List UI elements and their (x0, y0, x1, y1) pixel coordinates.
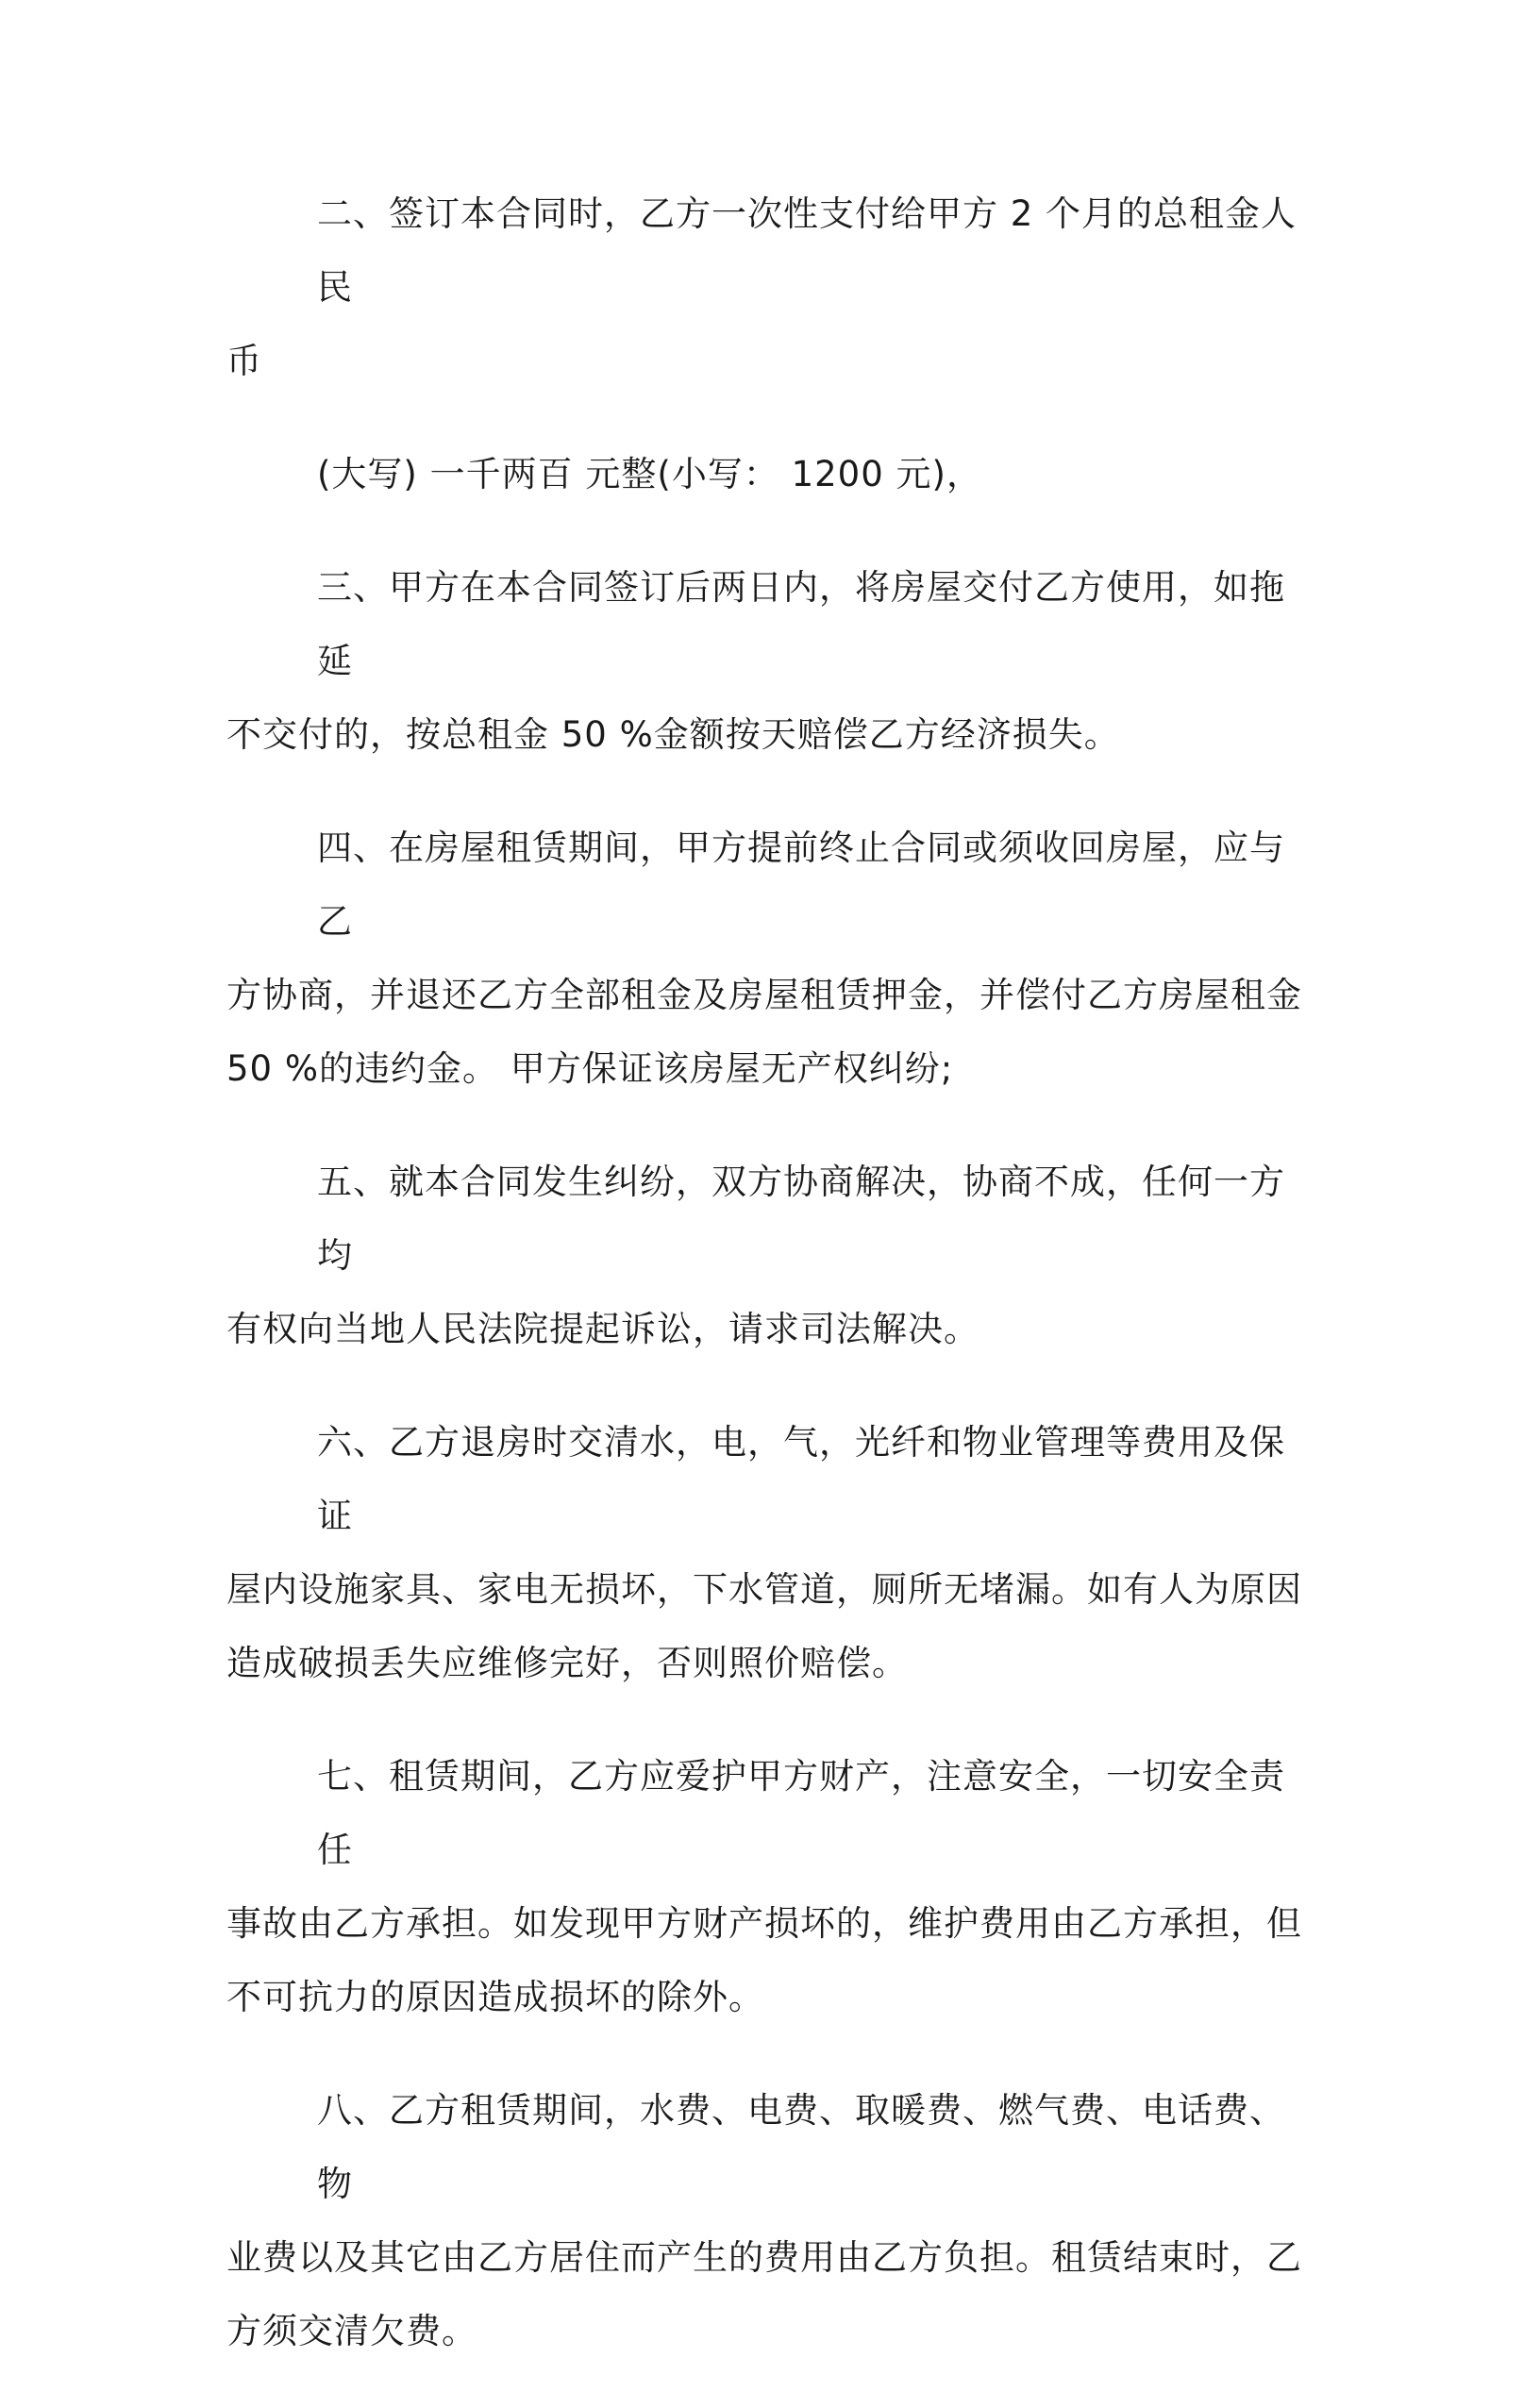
clause-7 (226, 1740, 1312, 2034)
text-line: 有权向当地人民法院提起诉讼，请求司法解决。 (226, 1309, 979, 1349)
text-line: 屋内设施家具、家电无损坏，下水管道，厕所无堵漏。如有人为原因 (226, 1569, 1302, 1610)
clause-4 (226, 811, 1312, 1106)
text-line: 造成破损丢失应维修完好，否则照价赔偿。 (226, 1643, 908, 1683)
clause-8 (226, 2074, 1312, 2368)
text-line: 事故由乙方承担。如发现甲方财产损坏的，维护费用由乙方承担，但 (226, 1903, 1302, 1944)
text-line: 业费以及其它由乙方居住而产生的费用由乙方负担。租赁结束时，乙 (226, 2237, 1302, 2278)
text-line: (大写) 一千两百 元整(小写： 1200 元)， (317, 454, 982, 494)
text-line: 三、甲方在本合同签订后两日内，将房屋交付乙方使用，如拖延 (317, 567, 1285, 681)
text-line: 五、就本合同发生纠纷，双方协商解决，协商不成，任何一方均 (317, 1162, 1285, 1276)
text-line: 六、乙方退房时交清水，电，气，光纤和物业管理等费用及保证 (317, 1422, 1285, 1536)
text-line: 七、租赁期间，乙方应爱护甲方财产，注意安全，一切安全责任 (317, 1756, 1285, 1870)
clause-6 (226, 1406, 1312, 1700)
text-line: 50 %的违约金。 甲方保证该房屋无产权纠纷; (226, 1048, 954, 1089)
text-line: 不交付的，按总租金 50 %金额按天赔偿乙方经济损失。 (226, 714, 1120, 755)
text-line: 方须交清欠费。 (226, 2311, 477, 2351)
text-line: 四、在房屋租赁期间，甲方提前终止合同或须收回房屋，应与乙 (317, 828, 1285, 942)
document-body (226, 177, 1312, 2408)
text-line: 方协商，并退还乙方全部租金及房屋租赁押金，并偿付乙方房屋租金 (226, 975, 1302, 1015)
clause-2 (226, 177, 1312, 398)
text-line: 八、乙方租赁期间，水费、电费、取暖费、燃气费、电话费、物 (317, 2090, 1285, 2204)
clause-3 (226, 551, 1312, 772)
clause-5 (226, 1145, 1312, 1366)
clause-2-amount (226, 438, 1312, 511)
text-line: 不可抗力的原因造成损坏的除外。 (226, 1977, 764, 2017)
text-line: 币 (226, 341, 262, 381)
text-line: 二、签订本合同时，乙方一次性支付给甲方 2 个月的总租金人民 (317, 193, 1297, 308)
